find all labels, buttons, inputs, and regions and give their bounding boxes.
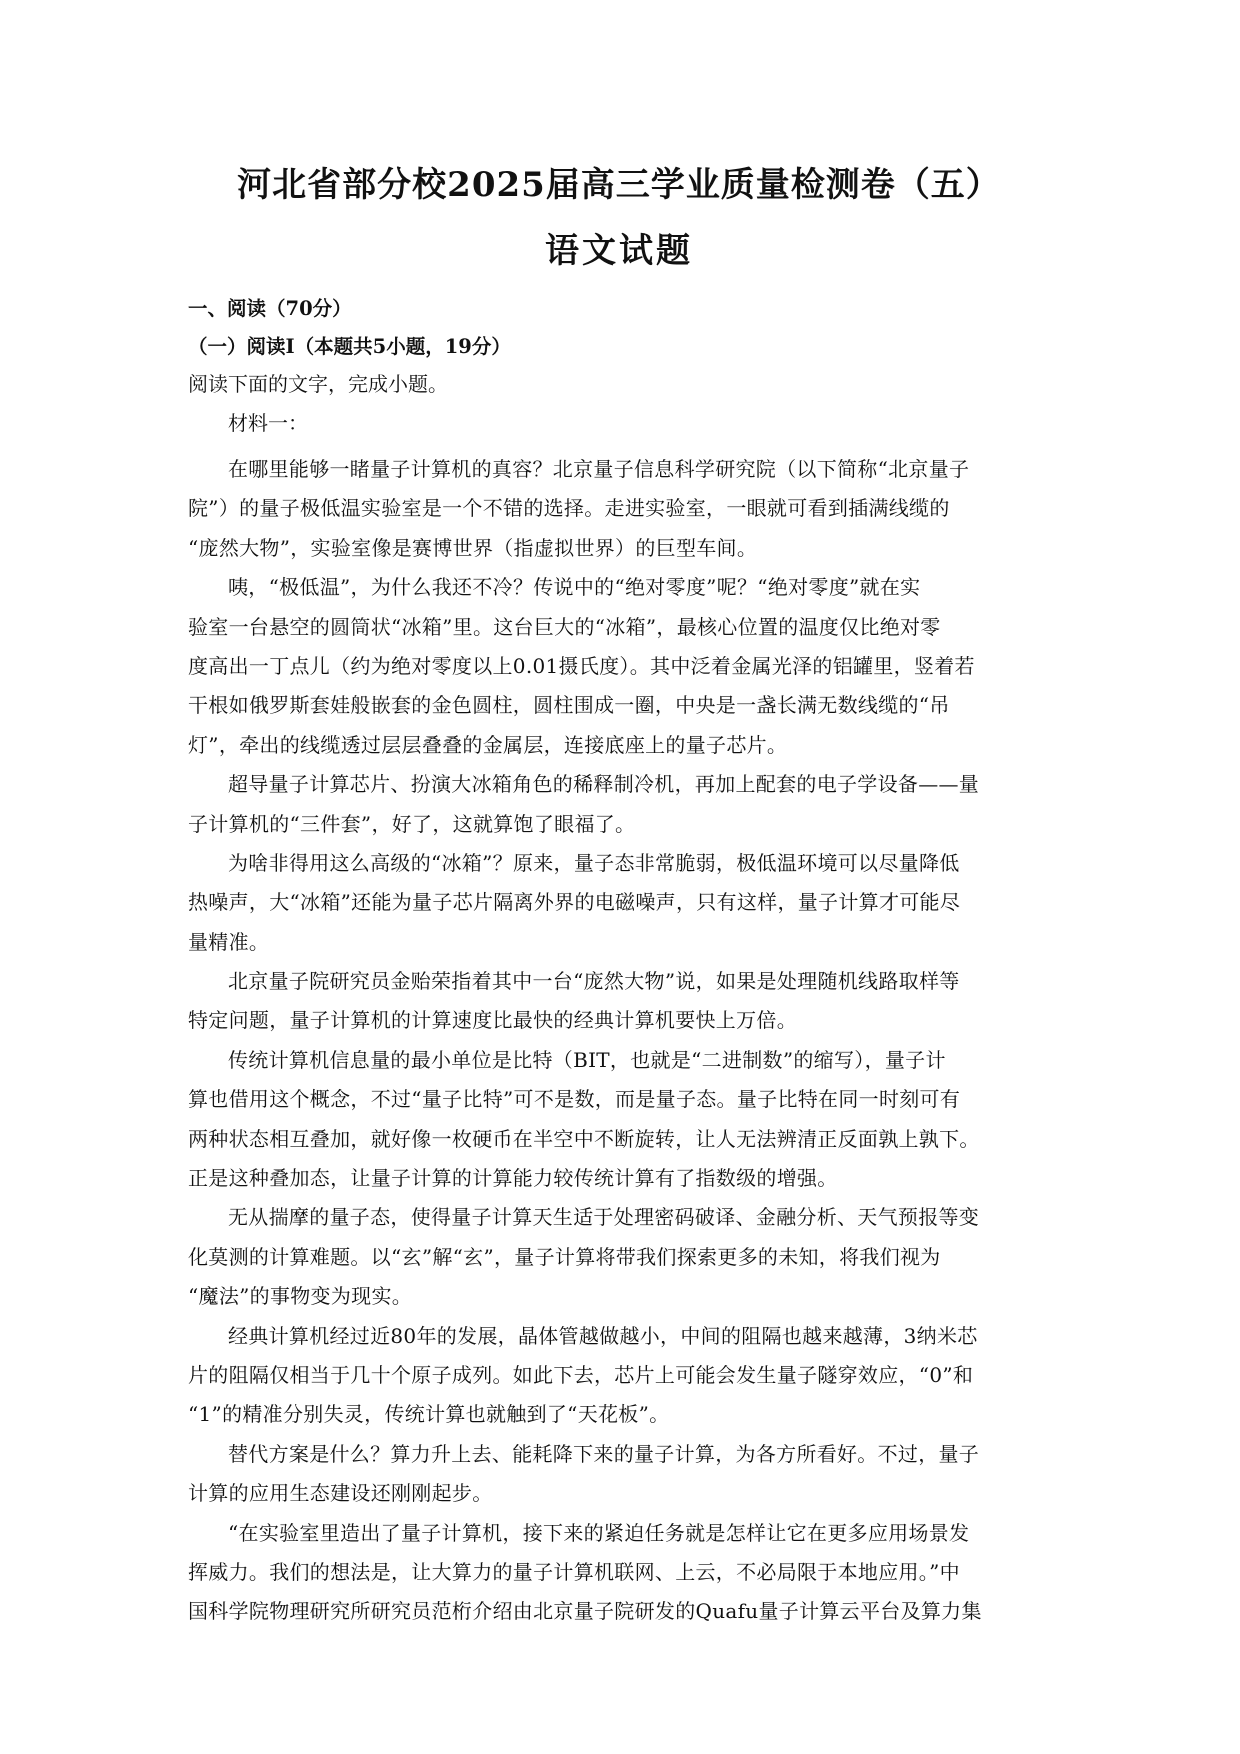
passage-line: 在哪里能够一睹量子计算机的真容？北京量子信息科学研究院（以下简称“北京量子: [228, 457, 970, 481]
passage-line: 正是这种叠加态，让量子计算的计算能力较传统计算有了指数级的增强。: [188, 1166, 838, 1191]
passage-line: 计算的应用生态建设还刚刚起步。: [188, 1481, 493, 1506]
passage-line: 院”）的量子极低温实验室是一个不错的选择。走进实验室，一眼就可看到插满线缆的: [188, 496, 950, 521]
passage-line: 挥威力。我们的想法是，让大算力的量子计算机联网、上云，不必局限于本地应用。”中: [188, 1559, 960, 1584]
passage-line: 特定问题，量子计算机的计算速度比最快的经典计算机要快上万倍。: [188, 1008, 797, 1033]
exam-title: 河北省部分校2025届高三学业质量检测卷（五）: [237, 165, 1001, 205]
passage-line: 干根如俄罗斯套娃般嵌套的金色圆柱，圆柱围成一圈，中央是一盏长满无数线缆的“吊: [188, 693, 950, 718]
passage-line: 国科学院物理研究所研究员范桁介绍由北京量子院研发的Quafu量子计算云平台及算力集: [188, 1599, 982, 1624]
passage-line: 热噪声，大“冰箱”还能为量子芯片隔离外界的电磁噪声，只有这样，量子计算才可能尽: [188, 890, 961, 915]
passage-line: 灯”，牵出的线缆透过层层叠叠的金属层，连接底座上的量子芯片。: [188, 732, 788, 757]
section-heading-reading: 一、阅读（70分）: [188, 297, 352, 320]
subsection-heading-reading-1: （一）阅读Ⅰ（本题共5小题，19分）: [188, 335, 511, 358]
material-label: 材料一：: [228, 411, 308, 435]
passage-line: 无从揣摩的量子态，使得量子计算天生适于处理密码破译、金融分析、天气预报等变: [228, 1205, 980, 1230]
exam-subject-title: 语文试题: [545, 231, 693, 271]
passage-line: “庞然大物”，实验室像是赛博世界（指虚拟世界）的巨型车间。: [188, 535, 758, 560]
passage-line: “在实验室里造出了量子计算机，接下来的紧迫任务就是怎样让它在更多应用场景发: [228, 1520, 970, 1545]
passage-line: 北京量子院研究员金贻荣指着其中一台“庞然大物”说，如果是处理随机线路取样等: [228, 969, 960, 994]
passage-line: “魔法”的事物变为现实。: [188, 1284, 413, 1309]
passage-line: 咦，“极低温”，为什么我还不冷？传说中的“绝对零度”呢？“绝对零度”就在实: [228, 575, 921, 600]
passage-line: 两种状态相互叠加，就好像一枚硬币在半空中不断旋转，让人无法辨清正反面孰上孰下。: [188, 1126, 980, 1151]
passage-line: 量精准。: [188, 929, 270, 954]
passage-line: 超导量子计算芯片、扮演大冰箱角色的稀释制冷机，再加上配套的电子学设备——量: [228, 772, 980, 797]
passage-line: “1”的精准分别失灵，传统计算也就触到了“天花板”。: [188, 1402, 670, 1427]
passage-line: 子计算机的“三件套”，好了，这就算饱了眼福了。: [188, 811, 636, 836]
passage-line: 传统计算机信息量的最小单位是比特（BIT，也就是“二进制数”的缩写），量子计: [228, 1047, 946, 1072]
passage-line: 算也借用这个概念，不过“量子比特”可不是数，而是量子态。量子比特在同一时刻可有: [188, 1087, 961, 1112]
passage-line: 片的阻隔仅相当于几十个原子成列。如此下去，芯片上可能会发生量子隧穿效应，“0”和: [188, 1362, 974, 1387]
reading-instruction: 阅读下面的文字，完成小题。: [188, 372, 448, 396]
passage-line: 化莫测的计算难题。以“玄”解“玄”，量子计算将带我们探索更多的未知，将我们视为: [188, 1244, 941, 1269]
passage-line: 为啥非得用这么高级的“冰箱”？原来，量子态非常脆弱，极低温环境可以尽量降低: [228, 850, 960, 875]
passage-line: 替代方案是什么？算力升上去、能耗降下来的量子计算，为各方所看好。不过，量子: [228, 1441, 980, 1466]
passage-line: 经典计算机经过近80年的发展，晶体管越做越小，中间的阻隔也越来越薄，3纳米芯: [228, 1323, 978, 1348]
passage-body: [188, 450, 1050, 1632]
passage-line: 度高出一丁点儿（约为绝对零度以上0.01摄氏度）。其中泛着金属光泽的铝罐里，竖着若: [188, 653, 975, 678]
passage-line: 验室一台悬空的圆筒状“冰箱”里。这台巨大的“冰箱”，最核心位置的温度仅比绝对零: [188, 614, 941, 639]
